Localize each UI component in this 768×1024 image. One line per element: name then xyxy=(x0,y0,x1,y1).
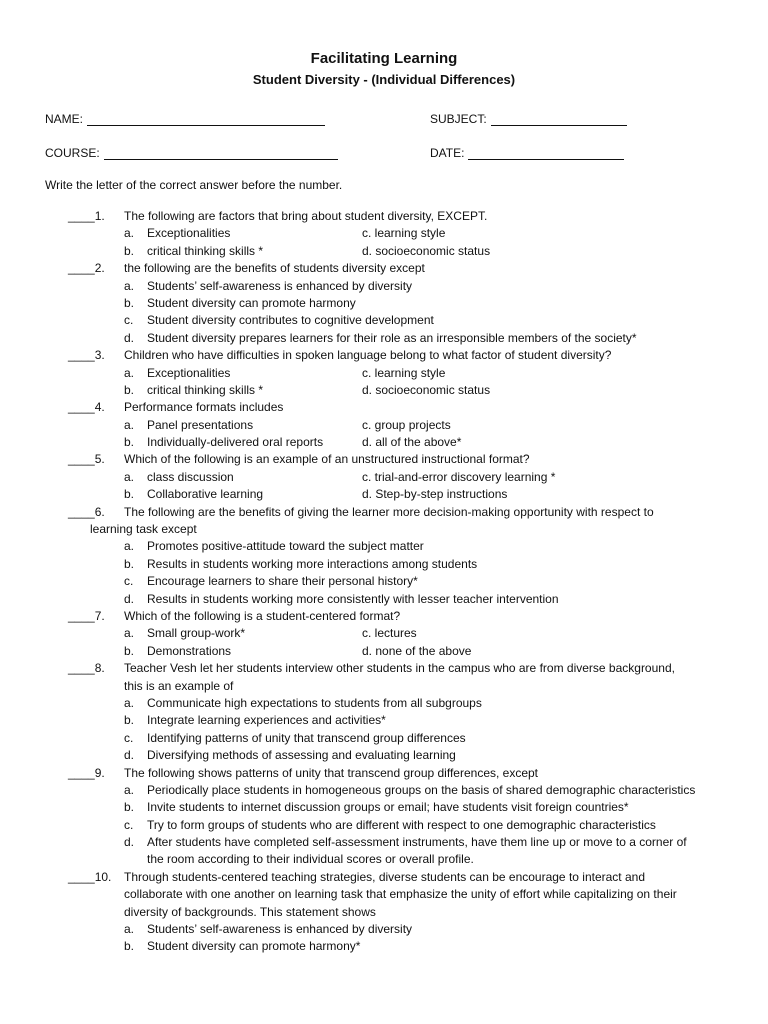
option-text: Results in students working more consistently with lesser teacher intervention xyxy=(147,591,559,606)
option-letter: d. xyxy=(124,591,135,606)
question-text: Performance formats includes xyxy=(124,400,284,415)
instructions: Write the letter of the correct answer before the number. xyxy=(45,178,343,192)
course-label: COURSE: xyxy=(45,146,100,160)
option-letter: a. xyxy=(124,922,135,937)
option-row xyxy=(0,278,768,295)
option-text: d. Step-by-step instructions xyxy=(362,487,508,502)
option-text: c. group projects xyxy=(362,417,451,432)
option-text: Student diversity can promote harmony xyxy=(147,295,356,310)
option-letter: d. xyxy=(124,330,135,345)
option-text: Periodically place students in homogeneous groups on the basis of shared demographic characteristics xyxy=(147,782,696,797)
answer-blank[interactable]: ____6. xyxy=(68,504,105,519)
option-row xyxy=(0,938,768,955)
option-text: critical thinking skills * xyxy=(147,243,264,258)
option-text: Try to form groups of students who are different with respect to one demographic characteristics xyxy=(147,817,656,832)
option-row xyxy=(0,625,768,642)
option-letter: a. xyxy=(124,782,135,797)
question-item xyxy=(0,451,768,503)
date-field xyxy=(430,146,624,160)
question-text: Which of the following is a student-centered format? xyxy=(124,608,401,623)
option-row xyxy=(0,225,768,242)
option-row xyxy=(0,556,768,573)
option-letter: a. xyxy=(124,417,135,432)
option-text: Integrate learning experiences and activities* xyxy=(147,713,386,728)
option-letter: b. xyxy=(124,487,135,502)
option-text: Exceptionalities xyxy=(147,365,231,380)
question-text: The following are factors that bring about student diversity, EXCEPT. xyxy=(124,209,488,223)
option-row xyxy=(0,851,768,868)
question-text-continued: diversity of backgrounds. This statement shows xyxy=(124,904,376,919)
option-letter: a. xyxy=(124,365,135,380)
option-text: Students’ self-awareness is enhanced by diversity xyxy=(147,922,413,937)
option-letter: b. xyxy=(124,800,135,815)
option-row xyxy=(0,921,768,938)
question-line xyxy=(0,504,768,521)
question-line xyxy=(0,678,768,695)
question-line xyxy=(0,521,768,538)
course-field xyxy=(45,146,338,160)
option-row xyxy=(0,695,768,712)
option-letter: b. xyxy=(124,939,135,954)
question-line xyxy=(0,208,768,225)
option-text: Encourage learners to share their personal history* xyxy=(147,574,418,589)
answer-blank[interactable]: ____1. xyxy=(68,209,105,223)
option-text: Communicate high expectations to students from all subgroups xyxy=(147,695,482,710)
option-text: Student diversity contributes to cognitive development xyxy=(147,313,434,328)
option-letter: c. xyxy=(124,313,134,328)
option-text: d. socioeconomic status xyxy=(362,243,491,258)
question-line xyxy=(0,886,768,903)
question-list xyxy=(0,208,768,956)
answer-blank[interactable]: ____5. xyxy=(68,452,105,467)
option-text: d. socioeconomic status xyxy=(362,382,491,397)
option-text: Collaborative learning xyxy=(147,487,264,502)
option-row xyxy=(0,538,768,555)
option-text: c. learning style xyxy=(362,365,446,380)
question-item xyxy=(0,869,768,956)
course-blank xyxy=(104,148,338,160)
date-blank xyxy=(468,148,624,160)
option-text: Demonstrations xyxy=(147,643,232,658)
answer-blank[interactable]: ____8. xyxy=(68,661,105,676)
question-item xyxy=(0,608,768,660)
question-text: Through students-centered teaching strategies, diverse students can be encourage to interact and xyxy=(124,869,645,884)
option-text: c. lectures xyxy=(362,626,417,641)
option-text-continued: the room according to their individual scores or overall profile. xyxy=(147,852,474,867)
option-text: c. learning style xyxy=(362,226,446,241)
option-row xyxy=(0,486,768,503)
name-blank xyxy=(87,114,325,126)
question-text-continued: collaborate with one another on learning task that emphasize the unity of effort while capitalizing on their xyxy=(124,887,677,902)
answer-blank[interactable]: ____4. xyxy=(68,400,105,415)
option-text: d. all of the above* xyxy=(362,435,462,450)
answer-blank[interactable]: ____3. xyxy=(68,348,105,363)
question-text: Which of the following is an example of an unstructured instructional format? xyxy=(124,452,530,467)
option-text: Results in students working more interactions among students xyxy=(147,556,478,571)
option-text: critical thinking skills * xyxy=(147,382,264,397)
answer-blank[interactable]: ____9. xyxy=(68,765,105,780)
option-row xyxy=(0,834,768,851)
option-letter: a. xyxy=(124,626,135,641)
option-row xyxy=(0,573,768,590)
option-text: Small group-work* xyxy=(147,626,246,641)
option-row xyxy=(0,330,768,347)
option-letter: d. xyxy=(124,835,135,850)
question-text-continued: this is an example of xyxy=(124,678,234,693)
option-letter: c. xyxy=(124,730,134,745)
option-letter: a. xyxy=(124,226,135,241)
subject-field xyxy=(430,112,627,126)
name-label: NAME: xyxy=(45,112,84,126)
answer-blank[interactable]: ____7. xyxy=(68,608,105,623)
option-letter: b. xyxy=(124,295,135,310)
option-row xyxy=(0,469,768,486)
question-item xyxy=(0,660,768,764)
option-text: c. trial-and-error discovery learning * xyxy=(362,469,556,484)
option-text: Identifying patterns of unity that transcend group differences xyxy=(147,730,466,745)
option-row xyxy=(0,243,768,260)
option-text: Panel presentations xyxy=(147,417,254,432)
option-row xyxy=(0,365,768,382)
question-line xyxy=(0,608,768,625)
option-letter: b. xyxy=(124,382,135,397)
option-row xyxy=(0,295,768,312)
question-text: the following are the benefits of students diversity except xyxy=(124,261,425,276)
option-row xyxy=(0,730,768,747)
question-text-continued: learning task except xyxy=(90,522,197,537)
answer-blank[interactable]: ____10. xyxy=(68,869,112,884)
subject-label: SUBJECT: xyxy=(430,112,487,126)
option-letter: b. xyxy=(124,643,135,658)
option-text: Promotes positive-attitude toward the subject matter xyxy=(147,539,424,554)
option-row xyxy=(0,782,768,799)
option-text: class discussion xyxy=(147,469,234,484)
question-line xyxy=(0,904,768,921)
question-item xyxy=(0,208,768,260)
name-field xyxy=(45,112,325,126)
question-item xyxy=(0,347,768,399)
option-row xyxy=(0,417,768,434)
date-label: DATE: xyxy=(430,146,465,160)
option-text: d. none of the above xyxy=(362,643,472,658)
option-row xyxy=(0,643,768,660)
option-text: Exceptionalities xyxy=(147,226,231,241)
option-text: Invite students to internet discussion groups or email; have students visit foreign countries* xyxy=(147,800,629,815)
question-item xyxy=(0,504,768,608)
option-letter: d. xyxy=(124,748,135,763)
option-letter: a. xyxy=(124,695,135,710)
option-text: Diversifying methods of assessing and evaluating learning xyxy=(147,748,456,763)
option-row xyxy=(0,382,768,399)
question-item xyxy=(0,765,768,869)
option-text: After students have completed self-assessment instruments, have them line up or move to a corner of xyxy=(147,835,687,850)
question-line xyxy=(0,260,768,277)
option-letter: c. xyxy=(124,817,134,832)
question-line xyxy=(0,451,768,468)
option-letter: c. xyxy=(124,574,134,589)
question-text: Teacher Vesh let her students interview other students in the campus who are from diverse background, xyxy=(124,661,675,676)
question-text: Children who have difficulties in spoken language belong to what factor of student diversity? xyxy=(124,348,612,363)
option-letter: a. xyxy=(124,278,135,293)
option-row xyxy=(0,712,768,729)
question-line xyxy=(0,765,768,782)
option-letter: a. xyxy=(124,469,135,484)
answer-blank[interactable]: ____2. xyxy=(68,261,105,276)
option-letter: b. xyxy=(124,556,135,571)
option-row xyxy=(0,747,768,764)
option-text: Student diversity prepares learners for their role as an irresponsible members of the society* xyxy=(147,330,637,345)
question-text: The following shows patterns of unity that transcend group differences, except xyxy=(124,765,539,780)
question-line xyxy=(0,347,768,364)
question-item xyxy=(0,399,768,451)
question-item xyxy=(0,260,768,347)
question-text: The following are the benefits of giving the learner more decision-making opportunity with respect to xyxy=(124,504,654,519)
option-letter: b. xyxy=(124,713,135,728)
question-line xyxy=(0,869,768,886)
option-row xyxy=(0,434,768,451)
subject-blank xyxy=(491,114,627,126)
question-line xyxy=(0,660,768,677)
option-text: Students’ self-awareness is enhanced by diversity xyxy=(147,278,413,293)
question-line xyxy=(0,399,768,416)
option-row xyxy=(0,817,768,834)
option-text: Student diversity can promote harmony* xyxy=(147,939,361,954)
option-letter: b. xyxy=(124,243,135,258)
option-letter: a. xyxy=(124,539,135,554)
option-row xyxy=(0,312,768,329)
option-text: Individually-delivered oral reports xyxy=(147,435,324,450)
option-row xyxy=(0,799,768,816)
option-row xyxy=(0,591,768,608)
document-subtitle: Student Diversity - (Individual Differences) xyxy=(252,72,516,87)
document-title: Facilitating Learning xyxy=(310,50,458,67)
option-letter: b. xyxy=(124,435,135,450)
